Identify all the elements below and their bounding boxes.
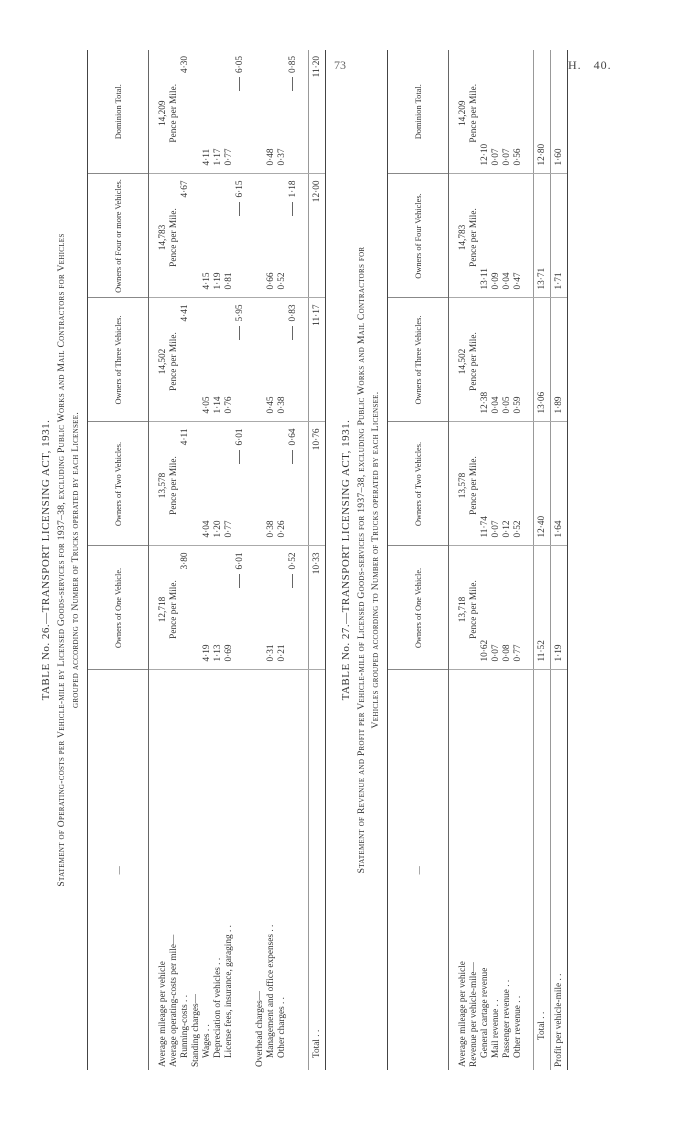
- col-header-total: Dominion Total.: [388, 50, 449, 174]
- table-row: General cartage revenue 10·62 11·74 12·38 13·11 12·10: [480, 50, 491, 1070]
- table-row: Other charges . . 0·21 0·26 0·38 0·52 0·37: [277, 50, 288, 1070]
- table-26-subtitle-1: Statement of Operating-costs per Vehicle-mile by Licensed Goods-services for 1937–38, excluding Public Works and Mail Contractors for Vehicles: [56, 233, 67, 887]
- col-header-total: Dominion Total.: [88, 50, 149, 174]
- table-row: Depreciation of vehicles . . 1·13 1·20 1·14 1·19 1·17: [213, 50, 224, 1070]
- table-26-header: [88, 50, 149, 1070]
- table-row: 6·01 6·01 5·95 6·15 6·05: [235, 50, 246, 1070]
- table-row: Average mileage per vehicle 13,718 13,578 14,502 14,783 14,209: [458, 50, 469, 1070]
- col-header-one: Owners of One Vehicle.: [388, 546, 449, 670]
- table-row: Revenue per vehicle-mile— Pence per Mile. Pence per Mile. Pence per Mile. Pence per Mile. Pence per Mile.: [469, 50, 480, 1070]
- page-number: 73: [334, 58, 346, 72]
- col-header-one: Owners of One Vehicle.: [88, 546, 149, 670]
- table-row: Mail revenue . . 0·07 0·07 0·04 0·09 0·07: [491, 50, 502, 1070]
- table-27: [340, 50, 630, 1070]
- table-row-profit: Profit per vehicle-mile . . 1·19 1·64 1·89 1·71 1·60: [551, 50, 568, 1070]
- col-header-four: Owners of Four Vehicles.: [388, 174, 449, 298]
- table-27-title: TABLE No. 27.—TRANSPORT LICENSING ACT, 1931.: [340, 419, 352, 701]
- table-27-header: [388, 50, 449, 1070]
- col-header-three: Owners of Three Vehicles.: [388, 298, 449, 422]
- table-26-title: TABLE No. 26.—TRANSPORT LICENSING ACT, 1931.: [40, 419, 52, 701]
- table-row: Passenger revenue . . 0·08 0·12 0·05 0·04 0·07: [502, 50, 513, 1070]
- table-row: Wages . . 4·19 4·04 4·05 4·15 4·11: [202, 50, 213, 1070]
- table-row-total: Total . . 10·33 10·76 11·17 12·00 11·20: [309, 50, 326, 1070]
- table-27-subtitle-1: Statement of Revenue and Profit per Vehicle-mile of Licensed Goods-services for 1937–38, excluding Public Works and Mail Contractors for: [356, 246, 367, 874]
- table-row: Average mileage per vehicle 12,718 13,578 14,502 14,783 14,209: [158, 50, 169, 1070]
- rotated-tables: [40, 50, 640, 1070]
- header-dash: —: [388, 670, 449, 1070]
- col-header-three: Owners of Three Vehicles.: [88, 298, 149, 422]
- table-row: 0·52 0·64 0·83 1·18 0·85: [288, 50, 299, 1070]
- table-26: [40, 50, 335, 1070]
- table-26-subtitle-2: grouped according to Number of Trucks operated by each Licensee.: [70, 411, 81, 709]
- table-row: Standing charges—: [191, 50, 202, 1070]
- col-header-two: Owners of Two Vehicles.: [88, 422, 149, 546]
- page-ref-letter: H.: [568, 58, 582, 72]
- col-header-two: Owners of Two Vehicles.: [388, 422, 449, 546]
- table-row-total: Total . . 11·52 12·40 13·06 13·71 12·80: [534, 50, 551, 1070]
- page-ref-number: 40.: [593, 58, 612, 72]
- table-row: Other revenue . . 0·77 0·52 0·59 0·47 0·56: [513, 50, 524, 1070]
- table-27-subtitle-2: Vehicles grouped according to Number of Trucks operated by each Licensee.: [370, 391, 381, 729]
- table-row: Average operating-costs per mile— Pence per Mile. Pence per Mile. Pence per Mile. Pence per Mile. Pence per Mile.: [169, 50, 180, 1070]
- table-26-grid: [87, 50, 326, 1070]
- table-row: License fees, insurance, garaging . . 0·69 0·77 0·76 0·81 0·77: [224, 50, 235, 1070]
- col-header-four: Owners of Four or more Vehicles.: [88, 174, 149, 298]
- table-row: Management and office expenses . . 0·31 0·38 0·45 0·66 0·48: [266, 50, 277, 1070]
- header-dash: —: [88, 670, 149, 1070]
- table-row: Running-costs . . 3·80 4·11 4·41 4·67 4·30: [180, 50, 191, 1070]
- table-row: Overhead charges—: [255, 50, 266, 1070]
- table-27-grid: [387, 50, 568, 1070]
